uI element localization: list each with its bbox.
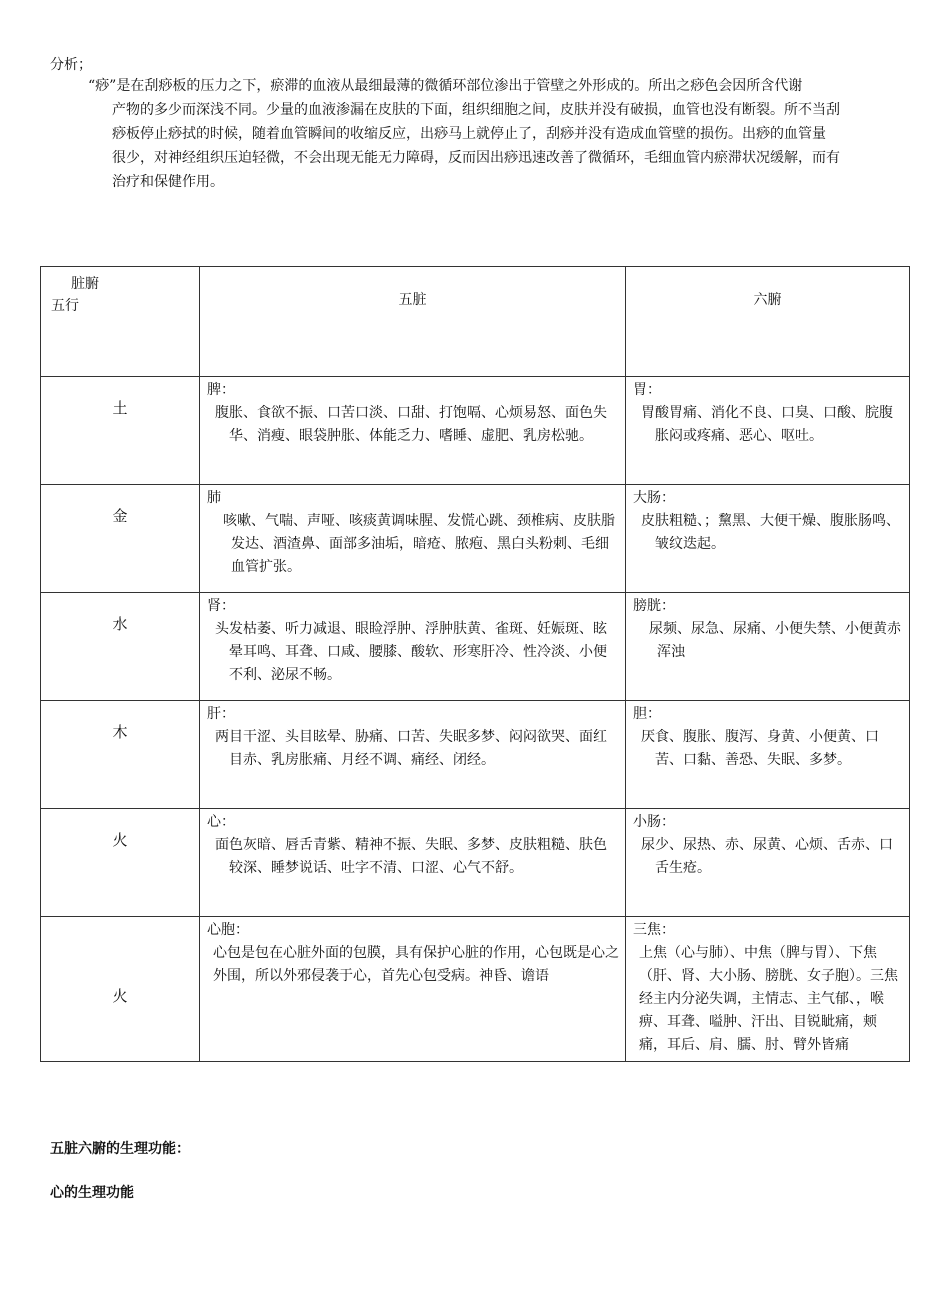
- zang-cell: [200, 701, 626, 809]
- fu-name: 三焦：: [633, 922, 675, 938]
- analysis-line: 痧板停止痧拭的时候，随着血管瞬间的收缩反应，出痧马上就停止了，刮痧并没有造成血管壁的损伤。出痧的血管量: [112, 126, 826, 142]
- fu-name: 胃：: [633, 382, 661, 398]
- zang-cell: [200, 809, 626, 917]
- table-row: [41, 701, 910, 809]
- zang-symptoms: 两目干涩、头目眩晕、胁痛、口苦、失眠多梦、闷闷欲哭、面红目赤、乳房胀痛、月经不调、痛经、闭经。: [215, 729, 607, 768]
- fu-symptoms: 胃酸胃痛、消化不良、口臭、口酸、脘腹胀闷或疼痛、恶心、呕吐。: [641, 405, 893, 444]
- analysis-line: 产物的多少而深浅不同。少量的血液渗漏在皮肤的下面，组织细胞之间，皮肤并没有破损，血管也没有断裂。所不当刮: [112, 102, 840, 118]
- zang-description: 心包是包在心脏外面的包膜，具有保护心脏的作用，心包既是心之外围，所以外邪侵袭于心，首先心包受病。神昏、谵语: [213, 945, 619, 984]
- element-label: 水: [112, 615, 128, 633]
- fu-name: 胆：: [633, 706, 661, 722]
- fu-symptoms: 尿少、尿热、赤、尿黄、心烦、舌赤、口舌生疮。: [641, 837, 893, 876]
- zang-name: 肺: [207, 490, 221, 506]
- subsection-heading: 心的生理功能: [50, 1185, 134, 1201]
- zang-name: 脾：: [207, 382, 235, 398]
- column-header-fu: 六腑: [626, 267, 910, 377]
- column-header-zang: 五脏: [200, 267, 626, 377]
- fu-description: 上焦（心与肺）、中焦（脾与胃）、下焦（肝、肾、大小肠、膀胱、女子胞）。三焦经主内分泌失调，主情志、主气郁、，喉痹、耳聋、嗌肿、汗出、目锐眦痛，颊痛，耳后、肩、臑、肘、臂外皆痛: [639, 945, 898, 1053]
- corner-label-wuxing: 五行: [51, 298, 79, 314]
- analysis-line: 很少，对神经组织压迫轻微，不会出现无能无力障碍，反而因出痧迅速改善了微循环，毛细血管内瘀滞状况缓解，而有: [112, 150, 840, 166]
- zang-symptoms: 头发枯萎、听力减退、眼睑浮肿、浮肿肤黄、雀斑、妊娠斑、眩晕耳鸣、耳聋、口咸、腰膝、酸软、形寒肝冷、性冷淡、小便不利、泌尿不畅。: [215, 621, 607, 683]
- element-label: 木: [112, 723, 128, 741]
- analysis-label: 分析；: [50, 57, 92, 73]
- zang-name: 肝：: [207, 706, 235, 722]
- analysis-line: “痧”是在刮痧板的压力之下，瘀滞的血液从最细最薄的微循环部位渗出于管壁之外形成的。所出之痧色会因所含代谢: [88, 78, 803, 94]
- fu-name: 小肠：: [633, 814, 675, 830]
- element-cell: [41, 485, 200, 593]
- zang-name: 肾：: [207, 598, 235, 614]
- fu-symptoms: 皮肤粗糙、；黧黑、大便干燥、腹胀肠鸣、皱纹迭起。: [641, 513, 900, 552]
- fu-symptoms: 厌食、腹胀、腹泻、身黄、小便黄、口苦、口黏、善恐、失眠、多梦。: [641, 729, 879, 768]
- fu-symptoms: 尿频、尿急、尿痛、小便失禁、小便黄赤浑浊: [649, 621, 901, 660]
- section-heading: 五脏六腑的生理功能：: [50, 1141, 190, 1157]
- zang-cell: [200, 485, 626, 593]
- corner-cell: [41, 267, 200, 377]
- corner-label-zangfu: 脏腑: [71, 276, 99, 292]
- fu-cell: [626, 377, 910, 485]
- fu-cell: [626, 701, 910, 809]
- fu-cell: [626, 485, 910, 593]
- analysis-paragraph: [78, 74, 910, 194]
- element-cell: [41, 377, 200, 485]
- element-cell: [41, 593, 200, 701]
- element-label: 火: [112, 831, 128, 849]
- fu-cell: [626, 917, 910, 1062]
- zang-name: 心：: [207, 814, 235, 830]
- fu-name: 大肠：: [633, 490, 675, 506]
- analysis-line: 治疗和保健作用。: [112, 174, 224, 190]
- element-cell: [41, 701, 200, 809]
- zang-symptoms: 咳嗽、气喘、声哑、咳痰黄调味腥、发慌心跳、颈椎病、皮肤脂发达、酒渣鼻、面部多油垢，暗疮、脓疱、黑白头粉刺、毛细血管扩张。: [223, 513, 615, 575]
- element-label: 火: [112, 987, 128, 1005]
- element-label: 金: [112, 507, 128, 525]
- table-row: [41, 593, 910, 701]
- fu-cell: [626, 593, 910, 701]
- table-row: [41, 485, 910, 593]
- fu-cell: [626, 809, 910, 917]
- element-cell: [41, 917, 200, 1062]
- zang-cell: [200, 377, 626, 485]
- table-row: [41, 377, 910, 485]
- zang-cell: [200, 593, 626, 701]
- element-cell: [41, 809, 200, 917]
- zang-name: 心胞：: [207, 922, 249, 938]
- table-row: [41, 809, 910, 917]
- table-header-row: [41, 267, 910, 377]
- zang-symptoms: 面色灰暗、唇舌青紫、精神不振、失眠、多梦、皮肤粗糙、肤色较深、睡梦说话、吐字不清、口涩、心气不舒。: [215, 837, 607, 876]
- zang-cell: [200, 917, 626, 1062]
- zang-symptoms: 腹胀、食欲不振、口苦口淡、口甜、打饱嗝、心烦易怒、面色失华、消瘦、眼袋肿胀、体能乏力、嗜睡、虚肥、乳房松驰。: [215, 405, 607, 444]
- fu-name: 膀胱：: [633, 598, 675, 614]
- organs-table: [40, 266, 910, 1062]
- table-row: [41, 917, 910, 1062]
- element-label: 土: [112, 399, 128, 417]
